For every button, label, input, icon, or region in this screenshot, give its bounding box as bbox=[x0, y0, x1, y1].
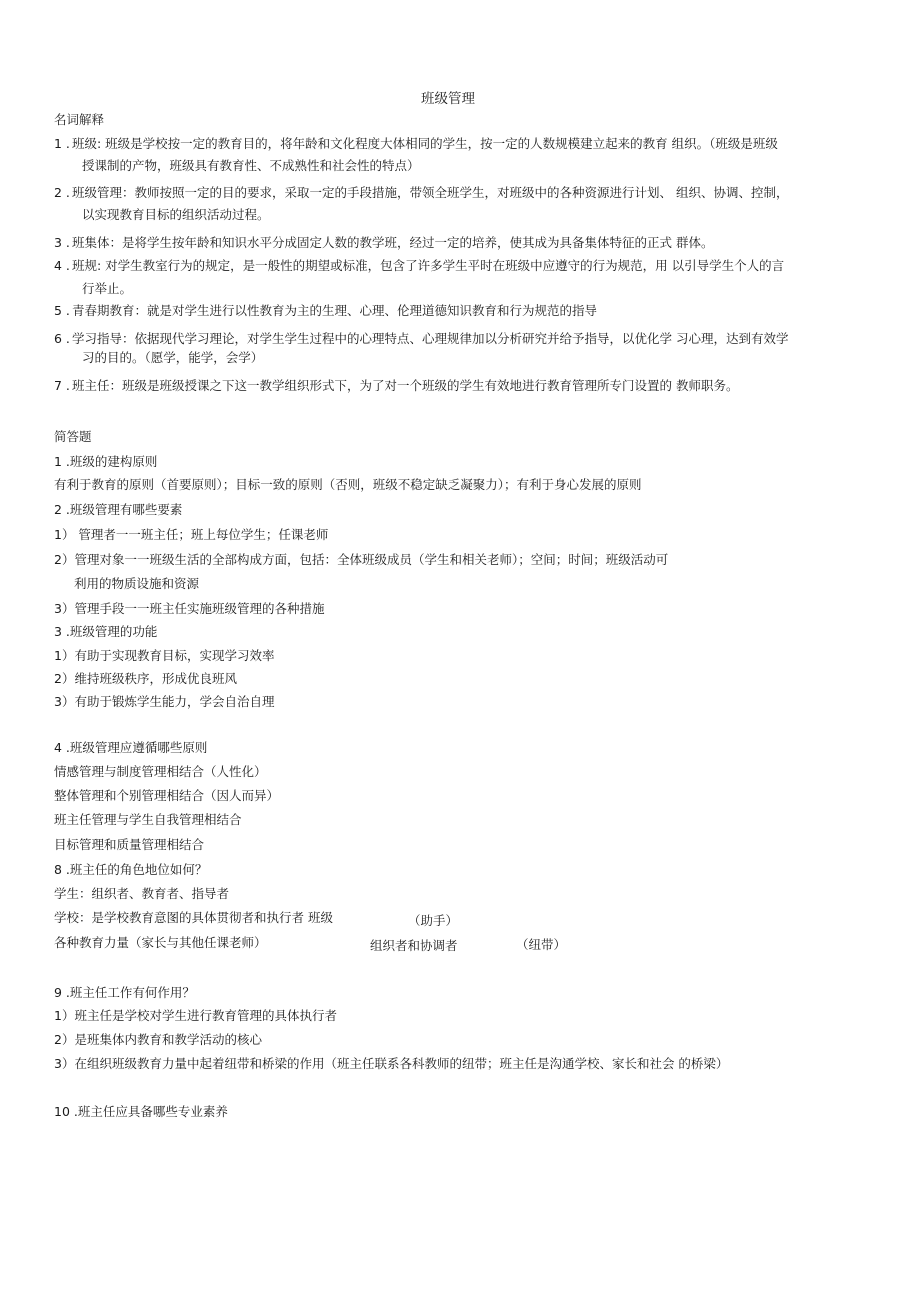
question-title: 8 .班主任的角色地位如何？ bbox=[54, 862, 208, 877]
answer-line: 情感管理与制度管理相结合（人性化） bbox=[54, 764, 267, 779]
term-text-continued: 以实现教育目标的组织活动过程。 bbox=[82, 207, 270, 222]
term-number: 3 . bbox=[54, 235, 70, 250]
section-heading-short-answer: 简答题 bbox=[54, 429, 92, 444]
answer-line: 有利于教育的原则（首要原则）；目标一致的原则（否则，班级不稳定缺乏凝聚力）；有利于身心发展的原则 bbox=[54, 477, 642, 492]
answer-line: 学生：组织者、教育者、指导者 bbox=[54, 886, 230, 901]
answer-line: 2）管理对象一一班级生活的全部构成方面，包括：全体班级成员（学生和相关老师）；空间；时间；班级活动可 bbox=[54, 552, 669, 567]
answer-line: 目标管理和质量管理相结合 bbox=[54, 837, 205, 852]
term-number: 1 . bbox=[54, 136, 70, 151]
term-text-continued: 行举止。 bbox=[82, 281, 133, 296]
question-title: 1 .班级的建构原则 bbox=[54, 454, 158, 469]
term-number: 5 . bbox=[54, 303, 70, 318]
answer-line-continued: 利用的物质设施和资源 bbox=[74, 576, 200, 591]
section-heading-terms: 名词解释 bbox=[54, 112, 105, 127]
answer-line: 3）在组织班级教育力量中起着纽带和桥梁的作用（班主任联系各科教师的纽带；班主任是沟通学校、家长和社会 的桥梁） bbox=[54, 1056, 729, 1071]
term-text-continued: 习的目的。（愿学，能学，会学） bbox=[82, 350, 264, 365]
term-text: 班集体：是将学生按年龄和知识水平分成固定人数的教学班，经过一定的培养，使其成为具备集体特征的正式 群体。 bbox=[72, 235, 714, 250]
question-title: 10 .班主任应具备哪些专业素养 bbox=[54, 1104, 228, 1119]
term-number: 2 . bbox=[54, 185, 70, 200]
answer-line: 2）维持班级秩序，形成优良班风 bbox=[54, 671, 237, 686]
term-text: 班级管理：教师按照一定的目的要求，采取一定的手段措施，带领全班学生，对班级中的各种资源进行计划、 组织、协调、控制， bbox=[72, 185, 789, 200]
term-number: 7 . bbox=[54, 378, 70, 393]
answer-line: 整体管理和个别管理相结合（因人而异） bbox=[54, 788, 280, 803]
question-title: 4 .班级管理应遵循哪些原则 bbox=[54, 740, 208, 755]
term-number: 6 . bbox=[54, 331, 70, 346]
term-text: 青春期教育：就是对学生进行以性教育为主的生理、心理、伦理道德知识教育和行为规范的指导 bbox=[72, 303, 598, 318]
answer-line: 1） 管理者一一班主任；班上每位学生；任课老师 bbox=[54, 527, 329, 542]
role-label: 组织者和协调者 bbox=[370, 938, 458, 953]
question-title: 2 .班级管理有哪些要素 bbox=[54, 502, 183, 517]
answer-line: 1）班主任是学校对学生进行教育管理的具体执行者 bbox=[54, 1008, 337, 1023]
term-text: 班规: 对学生教室行为的规定，是一般性的期望或标准，包含了许多学生平时在班级中应遵守的行为规范，用 以引导学生个人的言 bbox=[72, 258, 785, 273]
term-text-continued: 授课制的产物，班级具有教育性、不成熟性和社会性的特点） bbox=[82, 158, 420, 173]
term-number: 4 . bbox=[54, 258, 70, 273]
role-note: （纽带） bbox=[516, 937, 567, 952]
question-title: 9 .班主任工作有何作用？ bbox=[54, 985, 195, 1000]
term-text: 学习指导：依据现代学习理论，对学生学生过程中的心理特点、心理规律加以分析研究并给予指导，以优化学 习心理，达到有效学 bbox=[72, 331, 789, 346]
answer-line: 3）有助于锻炼学生能力，学会自治自理 bbox=[54, 694, 275, 709]
answer-line: 班主任管理与学生自我管理相结合 bbox=[54, 812, 242, 827]
answer-line: 3）管理手段一一班主任实施班级管理的各种措施 bbox=[54, 601, 325, 616]
answer-line: 学校：是学校教育意图的具体贯彻者和执行者 班级 bbox=[54, 910, 333, 925]
question-title: 3 .班级管理的功能 bbox=[54, 624, 158, 639]
answer-line: 各种教育力量（家长与其他任课老师） bbox=[54, 935, 267, 950]
answer-line: 1）有助于实现教育目标，实现学习效率 bbox=[54, 648, 275, 663]
page-title: 班级管理 bbox=[421, 91, 475, 107]
role-note: （助手） bbox=[408, 913, 459, 928]
term-text: 班级: 班级是学校按一定的教育目的，将年龄和文化程度大体相同的学生，按一定的人数规模建立起来的教育 组织。（班级是班级 bbox=[72, 136, 778, 151]
answer-line: 2）是班集体内教育和教学活动的核心 bbox=[54, 1032, 262, 1047]
term-text: 班主任：班级是班级授课之下这一教学组织形式下，为了对一个班级的学生有效地进行教育管理所专门设置的 教师职务。 bbox=[72, 378, 739, 393]
